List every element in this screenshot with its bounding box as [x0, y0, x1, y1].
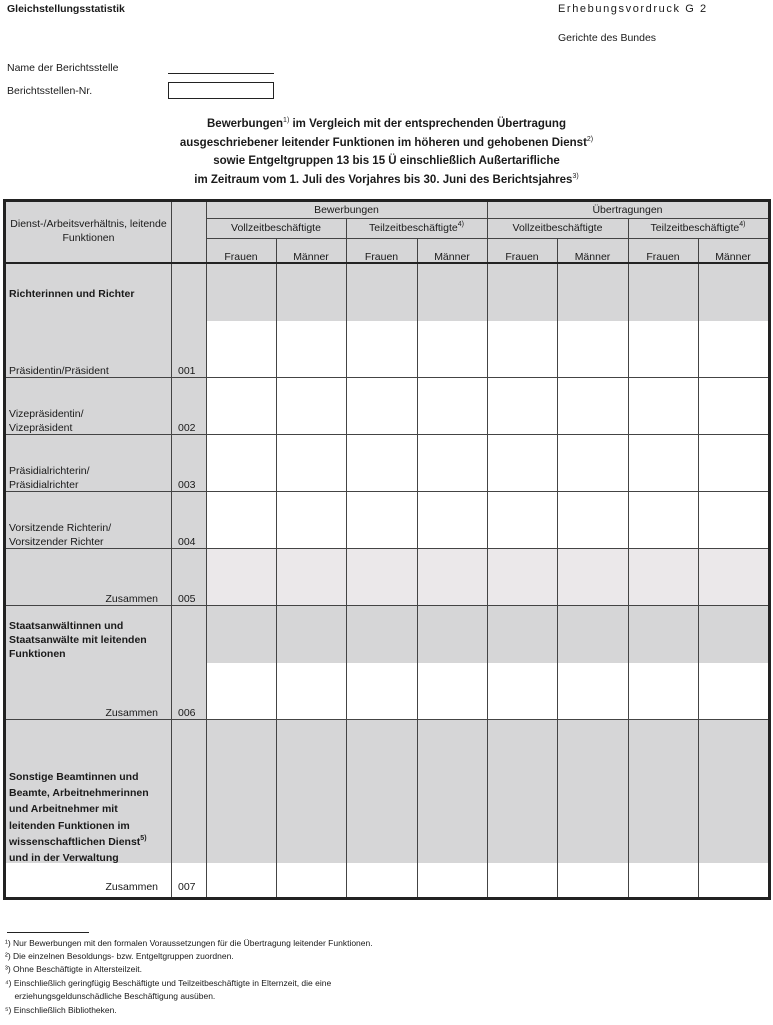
divider	[417, 238, 418, 897]
group-uebertragungen: Übertragungen	[592, 204, 663, 216]
sub-teilzeit-footnote: 4)	[739, 221, 746, 228]
footnote-3: ³) Ohne Beschäftigte in Altersteilzeit.	[5, 964, 143, 974]
section-title-richter: Richterinnen und Richter	[9, 288, 135, 300]
col-frauen: Frauen	[646, 251, 680, 263]
sub-teilzeit-ueb	[628, 222, 768, 234]
row-label-line: Präsidialrichter	[9, 479, 79, 491]
row-label-line: Vorsitzende Richterin/	[9, 522, 112, 534]
section-title-line: wissenschaftlichen Dienst	[9, 835, 141, 848]
column-header-label: Dienst-/Arbeitsverhältnis, leitende Funktionen	[10, 218, 167, 244]
section-title-sonstige	[9, 769, 149, 866]
row-label-003	[9, 464, 90, 492]
divider	[206, 238, 768, 239]
footnote-4: ⁴) Einschließlich geringfügig Beschäftigte und Teilzeitbeschäftigte in Elternzeit, die eine	[5, 978, 332, 988]
sum-label-006: Zusammen	[105, 707, 158, 719]
footnote-1: ¹) Nur Bewerbungen mit den formalen Voraussetzungen für die Übertragung leitender Funktionen.	[5, 938, 373, 948]
section-title-line: Beamte, Arbeitnehmerinnen	[9, 787, 149, 800]
row-code-001: 001	[178, 365, 196, 377]
sub-vollzeit-bew: Vollzeitbeschäftigte	[231, 222, 321, 234]
section-footnote-5: 5)	[140, 834, 147, 842]
section-title-line: Staatsanwältinnen und	[9, 620, 124, 632]
divider	[206, 218, 768, 219]
footnote-2: ²) Die einzelnen Besoldungs- bzw. Entgeltgruppen zuordnen.	[5, 951, 234, 961]
title-line1: Bewerbungen	[207, 118, 284, 130]
divider	[276, 238, 277, 897]
footnote-4-cont: erziehungsgeldunschädliche Beschäftigung ausüben.	[5, 991, 216, 1001]
form-id: Erhebungsvordruck G 2	[558, 3, 708, 15]
row-label-line: Vizepräsidentin/	[9, 408, 84, 420]
statistic-title: Gleichstellungsstatistik	[7, 3, 125, 15]
section-title-line: Sonstige Beamtinnen und	[9, 771, 139, 783]
row-label-line: Vorsitzender Richter	[9, 536, 104, 548]
group-bewerbungen: Bewerbungen	[314, 204, 379, 216]
sub-teilzeit-text: Teilzeitbeschäftigte	[369, 222, 458, 234]
col-frauen: Frauen	[224, 251, 258, 263]
divider	[346, 218, 347, 897]
footnote-rule	[7, 932, 89, 933]
col-maenner: Männer	[293, 251, 329, 263]
sum-label-007: Zusammen	[105, 881, 158, 893]
divider	[628, 218, 629, 897]
title-line3: sowie Entgeltgruppen 13 bis 15 Ü einschließlich Außertarifliche	[213, 155, 560, 167]
divider	[206, 202, 207, 897]
row-label-002	[9, 407, 84, 435]
divider	[487, 202, 488, 897]
col-maenner: Männer	[574, 251, 611, 263]
col-frauen: Frauen	[505, 251, 539, 263]
row-code-006: 006	[178, 707, 196, 719]
row-label-line: Vizepräsident	[9, 422, 73, 434]
section-title-line: Staatsanwälte mit leitenden	[9, 634, 147, 646]
col-maenner: Männer	[434, 251, 470, 263]
row-label-001: Präsidentin/Präsident	[9, 365, 109, 377]
divider	[698, 238, 699, 897]
reporting-office-number-label: Berichtsstellen-Nr.	[7, 85, 93, 97]
form-title	[100, 115, 673, 189]
sum-label-005: Zusammen	[105, 593, 158, 605]
row-code-007: 007	[178, 881, 196, 893]
statistics-table	[3, 199, 771, 900]
row-code-005: 005	[178, 593, 196, 605]
section-title-line: leitenden Funktionen im	[9, 819, 130, 832]
sub-teilzeit-text: Teilzeitbeschäftigte	[650, 222, 740, 234]
divider	[6, 491, 768, 492]
form-subtitle: Gerichte des Bundes	[558, 32, 657, 44]
title-footnote-2: 2)	[586, 135, 594, 143]
section-title-line: und in der Verwaltung	[9, 852, 119, 865]
reporting-office-name-label: Name der Berichtsstelle	[7, 62, 119, 74]
title-line1-rest: im Vergleich mit der entsprechenden Übertragung	[289, 118, 566, 130]
row-code-002: 002	[178, 422, 196, 434]
divider	[6, 548, 768, 549]
reporting-office-number-field[interactable]	[168, 82, 274, 99]
title-footnote-1: 1)	[283, 117, 290, 124]
divider	[171, 202, 172, 897]
col-maenner: Männer	[715, 251, 751, 263]
title-line4: im Zeitraum vom 1. Juli des Vorjahres bis 30. Juni des Berichtsjahres	[194, 173, 573, 186]
divider	[6, 377, 768, 378]
sub-vollzeit-ueb: Vollzeitbeschäftigte	[512, 222, 603, 234]
row-label-004	[9, 521, 111, 549]
section-title-line: und Arbeitnehmer mit	[9, 803, 118, 816]
title-footnote-3: 3)	[572, 172, 579, 180]
divider	[557, 238, 558, 897]
reporting-office-name-field[interactable]	[168, 73, 274, 74]
footnote-5: ⁵) Einschließlich Bibliotheken.	[5, 1005, 117, 1015]
sub-teilzeit-bew	[346, 222, 487, 234]
row-code-004: 004	[178, 536, 196, 548]
section-title-staatsanwaelte	[9, 619, 147, 661]
divider	[6, 434, 768, 435]
col-frauen: Frauen	[364, 251, 399, 263]
section-title-line: Funktionen	[9, 648, 66, 660]
row-label-line: Präsidialrichterin/	[9, 465, 90, 477]
sub-teilzeit-footnote: 4)	[457, 221, 464, 228]
row-code-003: 003	[178, 479, 196, 491]
title-line2: ausgeschriebener leitender Funktionen im höheren und gehobenen Dienst	[179, 136, 587, 149]
